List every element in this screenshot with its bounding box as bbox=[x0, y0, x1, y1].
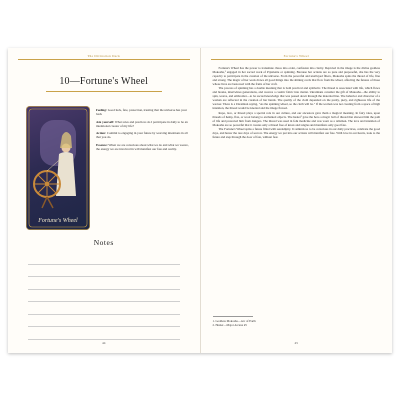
page-number-right: 45 bbox=[294, 341, 298, 345]
note-line[interactable] bbox=[28, 315, 180, 328]
note-line[interactable] bbox=[28, 290, 180, 303]
feeling-text: Good luck, fate, protection, trusting that the universe has your back bbox=[96, 108, 187, 117]
running-head-right: Fortune's Wheel bbox=[283, 54, 309, 58]
notes-heading: Notes bbox=[93, 238, 114, 247]
essence-text: When we are conscious about what we do and what we weave, the energy we are involved in will manifest our fate and reality. bbox=[96, 142, 189, 151]
header-rule bbox=[18, 59, 190, 60]
essence-entry bbox=[96, 143, 190, 151]
running-head-left: The Divination Deck bbox=[87, 54, 121, 58]
essence-label: Essence: bbox=[96, 142, 108, 147]
paragraph: Rope, lace, or thread plays a special role in our culture, and our ancestors gave them a magical meaning. In fairy tales, upon threads of hemp, flax, or wool belong to enchanted objects. The healer² gave the hero a magic ball of thread that showed him the path of life and protected him from dangers. The thread was used in folk medicine and was worn as a talisman. The love and intention of Mokosha are so powerful that it creates only a thread free of knots and tangles and manifests only good fate. bbox=[212, 110, 380, 127]
chapter-title: 10—Fortune's Wheel bbox=[59, 76, 149, 87]
note-line[interactable] bbox=[28, 327, 180, 340]
action-text: Commit to engaging in your future by weaving intentions in all that you do. bbox=[96, 131, 188, 140]
ask-entry bbox=[96, 120, 190, 128]
notes-lines[interactable] bbox=[28, 252, 180, 340]
ask-label: Ask yourself: bbox=[96, 119, 115, 124]
body-text bbox=[213, 66, 381, 139]
tarot-card-image bbox=[26, 106, 90, 230]
paragraph: Fortune's Wheel has the power to transmute chaos into order, confusion into clarity. Depicted in the image is the divine goddess Mokosha,¹ engaged in her sacred work of Prjaslenie or spinning. Because her actions are so pure and purposeful, she has the very capacity to participate in the creation of the universe. From the powerful and unalloyed fibers, Mokosha spins the thread of life, fine and strong. The magic of her work draws all good things into the shining cords that flow from the wheel, affecting the futures of those whose lives are bestowed with the fruits of her craft. bbox=[212, 66, 380, 87]
ask-text: What roles and practices do I participate in daily to be an intentional creator of my life? bbox=[96, 119, 188, 128]
paragraph: The process of spinning has a double meaning that is both practical and symbolic. The thread is associated with life, which flows and breaks, intertwines generations, and weaves a cosmic fabric into matter. Ukrainians consider the gift of Mokosha—the ability to spin, weave, and embroider—to be sacred knowledge that was passed down through the maternal line. The behavior and character of a woman are reflected in the creation of her hands. The quality of the cloth depended on the purity, piety, and righteous life of the weaver. There is a Ukrainian saying, "As the spinning wheel, so the cloth will be." If the woman was not creating from a space of high intention, the thread would be knotted and the image flawed. bbox=[212, 86, 380, 111]
left-page bbox=[8, 48, 201, 353]
spinning-wheel-icon bbox=[26, 106, 90, 230]
paragraph: The Fortune's Wheel spins a future filled with serendipity. It reminds us to be conscious in our daily practices, celebrate the good days, and honor the rare days of sorrow. The energy we put into our actions will manifest our fate. With love in our hearts, look to the future and step through the door of fate, without fear. bbox=[212, 126, 380, 139]
footnotes bbox=[212, 316, 256, 327]
action-label: Action: bbox=[96, 131, 107, 136]
title-underline bbox=[46, 91, 162, 92]
note-line[interactable] bbox=[28, 265, 180, 278]
header-rule bbox=[211, 59, 383, 60]
card-meanings bbox=[96, 108, 190, 154]
action-entry bbox=[96, 131, 190, 139]
page-number-left: 44 bbox=[102, 341, 106, 345]
note-line[interactable] bbox=[28, 302, 180, 315]
footnote: 2. Healer—Major Arcana #5 bbox=[212, 323, 247, 327]
footnote: 1. Goddess Mokosha—Arc of Earth bbox=[212, 319, 256, 323]
feeling-entry bbox=[96, 108, 190, 116]
right-page bbox=[201, 48, 393, 353]
feeling-label: Feeling: bbox=[96, 108, 107, 112]
book-spread bbox=[8, 48, 392, 353]
note-line[interactable] bbox=[28, 277, 180, 290]
note-line[interactable] bbox=[28, 252, 180, 265]
card-caption: Fortune's Wheel bbox=[38, 218, 78, 224]
